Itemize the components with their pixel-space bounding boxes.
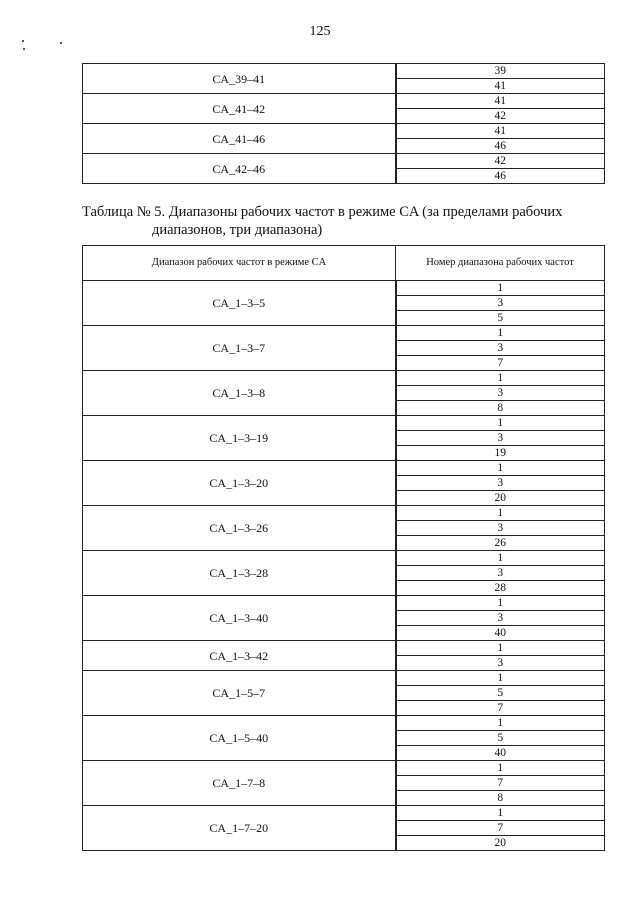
band-combination-cell: CA_1–5–40 (83, 716, 396, 761)
band-number-cell: 1 (396, 326, 605, 341)
band-number-cell: 40 (396, 626, 605, 641)
band-number-cell: 3 (396, 296, 605, 311)
band-number-cell: 7 (396, 776, 605, 791)
band-combination-cell: CA_1–3–8 (83, 371, 396, 416)
band-number-cell: 3 (396, 476, 605, 491)
band-number-cell: 19 (396, 446, 605, 461)
band-combination-cell: CA_1–3–28 (83, 551, 396, 596)
table-5 (82, 245, 605, 851)
table-row (83, 671, 605, 686)
band-number-cell: 1 (396, 506, 605, 521)
band-number-cell: 5 (396, 731, 605, 746)
band-number-cell: 1 (396, 416, 605, 431)
band-number-cell: 3 (396, 386, 605, 401)
band-number-cell: 20 (396, 491, 605, 506)
table-row (83, 124, 605, 139)
table-row (83, 596, 605, 611)
band-number-cell: 1 (396, 806, 605, 821)
table-body (83, 281, 605, 851)
table-row (83, 761, 605, 776)
table-row (83, 806, 605, 821)
table-row (83, 94, 605, 109)
band-number-cell: 26 (396, 536, 605, 551)
band-number-cell: 3 (396, 431, 605, 446)
band-number-cell: 28 (396, 581, 605, 596)
band-combination-cell: CA_1–3–42 (83, 641, 396, 671)
table-row (83, 716, 605, 731)
table-row (83, 461, 605, 476)
band-combination-cell: CA_1–7–8 (83, 761, 396, 806)
column-header-band-range: Диапазон рабочих частот в режиме CA (83, 246, 396, 281)
caption-line-1: Таблица № 5. Диапазоны рабочих частот в режиме CA (за пределами рабочих (82, 204, 563, 220)
band-number-cell: 1 (396, 761, 605, 776)
page-number: 125 (309, 24, 331, 39)
table-body (83, 64, 605, 184)
band-number-cell: 1 (396, 716, 605, 731)
table-row (83, 64, 605, 79)
band-number-cell: 1 (396, 371, 605, 386)
caption-line-2: диапазонов, три диапазона) (152, 222, 323, 238)
band-number-cell: 20 (396, 836, 605, 851)
band-number-cell: 7 (396, 356, 605, 371)
band-number-cell: 8 (396, 791, 605, 806)
column-header-band-number: Номер диапазона рабочих частот (396, 246, 605, 281)
band-combination-cell: CA_1–3–5 (83, 281, 396, 326)
band-combination-cell: CA_41–46 (83, 124, 396, 154)
table-5-caption (82, 203, 604, 239)
band-number-cell: 42 (396, 154, 605, 169)
table-row (83, 641, 605, 656)
band-number-cell: 1 (396, 461, 605, 476)
band-combination-cell: CA_39–41 (83, 64, 396, 94)
band-combination-cell: CA_1–3–7 (83, 326, 396, 371)
band-combination-cell: CA_42–46 (83, 154, 396, 184)
band-number-cell: 46 (396, 169, 605, 184)
band-number-cell: 1 (396, 551, 605, 566)
band-number-cell: 1 (396, 281, 605, 296)
band-number-cell: 3 (396, 611, 605, 626)
band-combination-cell: CA_1–5–7 (83, 671, 396, 716)
table-header-row (83, 246, 605, 281)
band-number-cell: 8 (396, 401, 605, 416)
band-number-cell: 1 (396, 641, 605, 656)
table-row (83, 371, 605, 386)
frequency-bands-table-continued (82, 63, 605, 184)
band-number-cell: 41 (396, 79, 605, 94)
band-number-cell: 3 (396, 566, 605, 581)
band-number-cell: 1 (396, 671, 605, 686)
band-number-cell: 7 (396, 701, 605, 716)
band-combination-cell: CA_1–7–20 (83, 806, 396, 851)
band-number-cell: 39 (396, 64, 605, 79)
band-combination-cell: CA_1–3–20 (83, 461, 396, 506)
table-row (83, 551, 605, 566)
band-number-cell: 5 (396, 686, 605, 701)
band-combination-cell: CA_41–42 (83, 94, 396, 124)
table-row (83, 506, 605, 521)
band-number-cell: 1 (396, 596, 605, 611)
band-number-cell: 41 (396, 124, 605, 139)
band-number-cell: 3 (396, 656, 605, 671)
band-combination-cell: CA_1–3–19 (83, 416, 396, 461)
table-row (83, 281, 605, 296)
band-number-cell: 3 (396, 521, 605, 536)
band-number-cell: 42 (396, 109, 605, 124)
table-row (83, 416, 605, 431)
band-number-cell: 7 (396, 821, 605, 836)
band-number-cell: 40 (396, 746, 605, 761)
band-number-cell: 41 (396, 94, 605, 109)
band-number-cell: 3 (396, 341, 605, 356)
band-combination-cell: CA_1–3–26 (83, 506, 396, 551)
band-combination-cell: CA_1–3–40 (83, 596, 396, 641)
band-number-cell: 46 (396, 139, 605, 154)
table-row (83, 326, 605, 341)
scan-margin-marks (20, 36, 70, 56)
table-row (83, 154, 605, 169)
band-number-cell: 5 (396, 311, 605, 326)
